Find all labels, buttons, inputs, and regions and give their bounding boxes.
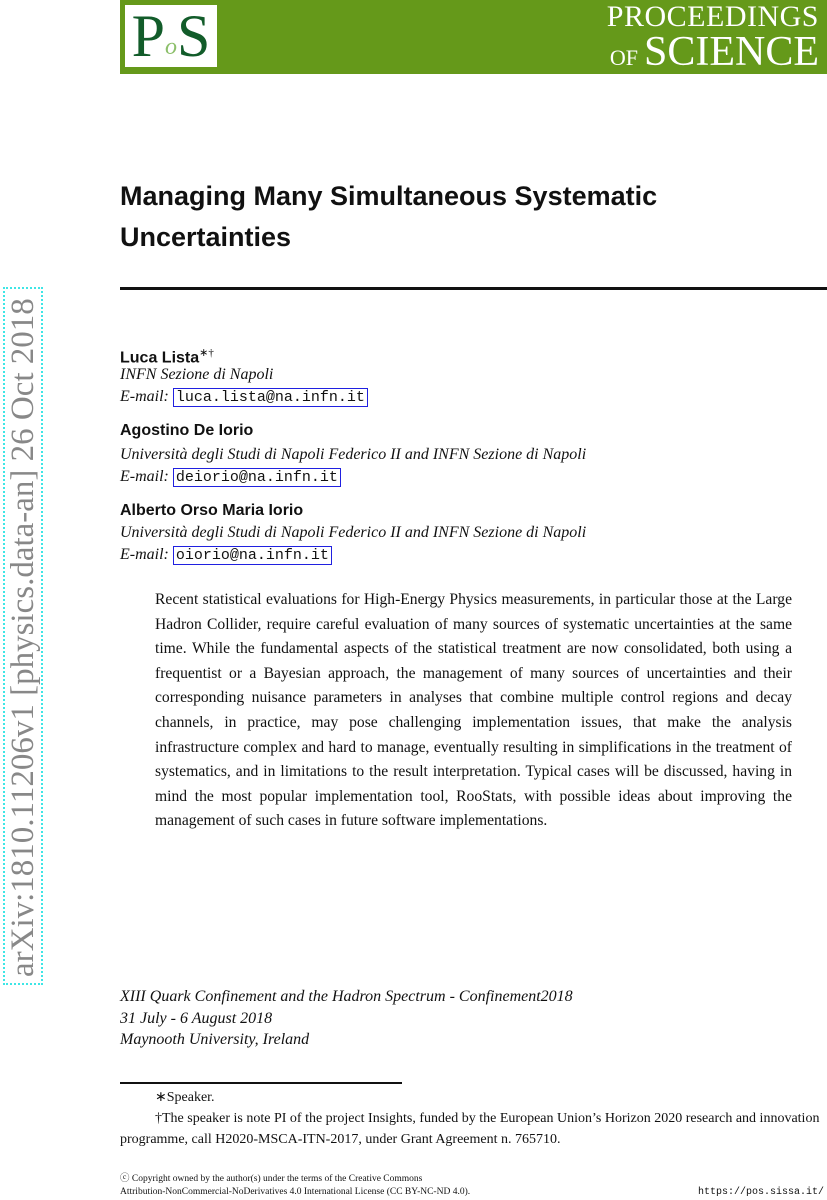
copyright-line: ⓒ Copyright owned by the author(s) under the terms of the Creative Commons [120, 1174, 423, 1184]
conference-dates: 31 July - 6 August 2018 [120, 1009, 273, 1027]
conference-name: XIII Quark Confinement and the Hadron Spectrum - Confinement2018 [120, 988, 573, 1005]
copyright-line: Attribution-NonCommercial-NoDerivatives 4.0 International License (CC BY-NC-ND 4.0). [120, 1187, 471, 1197]
email-link[interactable]: deiorio@na.infn.it [173, 468, 341, 487]
footnote-rule [120, 1082, 402, 1084]
copyright-notice [120, 1173, 470, 1199]
pos-banner [120, 0, 827, 74]
banner-proceedings: PROCEEDINGS [606, 0, 819, 33]
pos-url[interactable]: https://pos.sissa.it/ [697, 1187, 824, 1198]
footnotes [120, 1087, 827, 1150]
abstract: Recent statistical evaluations for High-Energy Physics measurements, in particular those at the Large Hadron Collider, require careful evaluation of many sources of systematic uncertainties at the same time. While the fundamental aspects of the statistical treatment are now consolidated, both using a frequentist or a Bayesian approach, the management of many sources of uncertainties and their corresponding nuisance parameters in analyses that combine multiple control regions and decay channels, in practice, may pose challenging implementation issues, that make the analysis infrastructure complex and hard to manage, eventually resulting in simplifications in the treatment of systematics, and in limitations to the result interpretation. Typical cases will be discussed, having in mind the most popular implementation tool, RooStats, with possible ideas about improving the management of such cases in future software implementations. [155, 591, 792, 830]
author-name: Luca Lista∗† [120, 347, 214, 367]
author-affiliation: Università degli Studi di Napoli Federico II and INFN Sezione di Napoli [120, 524, 587, 541]
banner-science: OF SCIENCE [609, 29, 819, 75]
footnote: †The speaker is note PI of the project Insights, funded by the European Union’s Horizon 2020 research and innovation programme, call H2020-MSCA-ITN-2017, under Grant Agreement n. 765710. [120, 1111, 820, 1147]
author-email-row: E-mail: luca.lista@na.infn.it [120, 387, 368, 408]
paper-title: Managing Many Simultaneous Systematic Uncertainties [120, 181, 658, 252]
author-name: Agostino De Iorio [120, 422, 254, 439]
author-name: Alberto Orso Maria Iorio [120, 502, 304, 519]
email-link[interactable]: oiorio@na.infn.it [173, 546, 332, 565]
conference-info [120, 986, 573, 1051]
author-email-row: E-mail: oiorio@na.infn.it [120, 545, 332, 566]
title-rule [120, 287, 827, 290]
footnote: ∗Speaker. [155, 1090, 215, 1105]
author-affiliation: Università degli Studi di Napoli Federico II and INFN Sezione di Napoli [120, 446, 587, 463]
pos-logo: P o S [125, 5, 217, 67]
conference-place: Maynooth University, Ireland [120, 1031, 310, 1048]
author-email-row: E-mail: deiorio@na.infn.it [120, 467, 341, 488]
author-affiliation: INFN Sezione di Napoli [120, 366, 274, 383]
email-link[interactable]: luca.lista@na.infn.it [173, 388, 368, 407]
arxiv-identifier: arXiv:1810.11206v1 [physics.data-an] 26 Oct 2018 [3, 287, 43, 985]
